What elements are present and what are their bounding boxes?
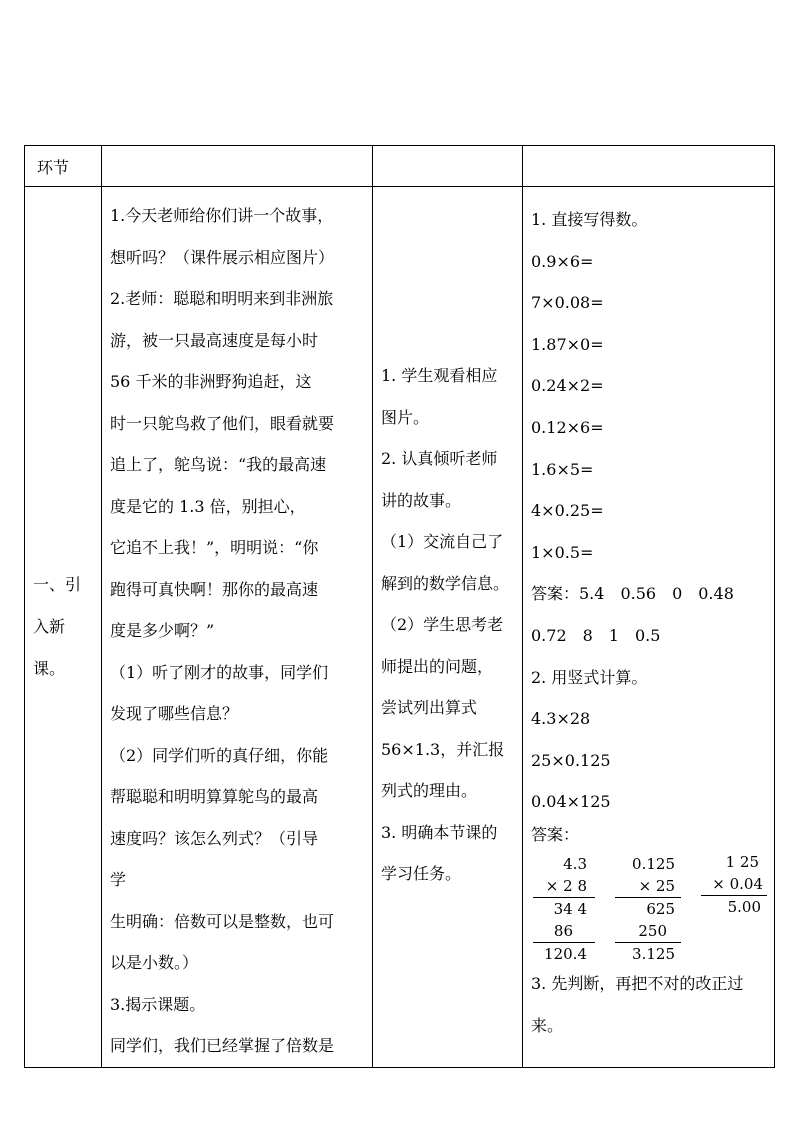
exercise-line: 0.24×2= <box>531 376 604 396</box>
header-student-cell <box>373 146 523 187</box>
calc-partial: 34 4 <box>533 897 595 920</box>
exercise-line: 1.87×0= <box>531 334 604 354</box>
calc-partial: 250 <box>638 921 667 940</box>
exercise-line: 2. 用竖式计算。 <box>531 667 648 687</box>
exercise-line: 7×0.08= <box>531 293 604 313</box>
calc-partial: 625 <box>615 897 681 920</box>
teacher-line: 跑得可真快啊！那你的最高速 <box>110 579 319 599</box>
student-line: 3. 明确本节课的 <box>381 822 498 842</box>
teacher-line: 它追不上我！”，明明说：“你 <box>110 538 319 557</box>
stage-cell <box>25 187 102 1068</box>
calc-multiplier: × 25 <box>638 876 675 895</box>
student-line: 师提出的问题， <box>381 656 494 676</box>
exercise-line: 1×0.5= <box>531 542 594 562</box>
vertical-calc-1 <box>533 853 595 965</box>
student-line: 56×1.3，并汇报 <box>381 739 505 759</box>
teacher-line: 时一只鸵鸟救了他们，眼看就要 <box>110 413 335 433</box>
student-line: 列式的理由。 <box>381 781 478 800</box>
teacher-line: 速度吗？该怎么列式？（引导 <box>110 828 319 848</box>
calc-operand: 4.3 <box>563 854 587 873</box>
table-row <box>25 187 775 1068</box>
exercise-line: 0.9×6= <box>531 251 594 271</box>
teacher-line: 56 千米的非洲野狗追赶，这 <box>110 372 312 391</box>
teacher-line: 想听吗？（课件展示相应图片） <box>110 247 335 267</box>
student-line: 学习任务。 <box>381 864 462 883</box>
teacher-line: 度是多少啊？” <box>110 621 215 640</box>
teacher-line: 生明确：倍数可以是整数，也可 <box>110 911 335 931</box>
teacher-line: 游，被一只最高速度是每小时 <box>110 330 319 350</box>
header-teacher-cell <box>102 146 373 187</box>
exercise-line: 4.3×28 <box>531 709 591 729</box>
stage-label-line: 课。 <box>33 658 66 678</box>
student-line: 1. 学生观看相应 <box>381 366 498 385</box>
teacher-line: 2.老师：聪聪和明明来到非洲旅 <box>110 289 334 308</box>
teacher-line: 3.揭示课题。 <box>110 994 206 1014</box>
student-line: （1）交流自己了 <box>381 532 504 551</box>
exercise-line: 0.04×125 <box>531 792 611 812</box>
exercise-line: 1. 直接写得数。 <box>531 210 648 229</box>
teacher-line: 同学们，我们已经掌握了倍数是 <box>110 1036 335 1055</box>
table-header-row <box>25 146 775 187</box>
calc-result: 5.00 <box>701 895 767 918</box>
calc-multiplier: × 0.04 <box>712 874 763 893</box>
teacher-line: 追上了，鸵鸟说：“我的最高速 <box>110 455 327 474</box>
exercise-line: 答案： <box>531 824 580 844</box>
student-line: 图片。 <box>381 407 430 427</box>
teacher-line: （1）听了刚才的故事，同学们 <box>110 662 329 682</box>
student-line: （2）学生思考老 <box>381 615 504 634</box>
stage-label-line: 入新 <box>33 616 66 636</box>
exercise-line: 0.12×6= <box>531 417 604 437</box>
exercise-line: 25×0.125 <box>531 750 611 770</box>
teacher-activity-cell <box>102 187 373 1068</box>
exercise-line: 1.6×5= <box>531 459 594 479</box>
student-line: 尝试列出算式 <box>381 698 478 717</box>
calc-multiplier: × 2 8 <box>545 876 587 895</box>
teacher-line: 度是它的 1.3 倍，别担心， <box>110 496 306 516</box>
header-stage-cell: 环节 <box>25 146 102 187</box>
lesson-plan-table <box>24 145 775 1068</box>
student-line: 2. 认真倾听老师 <box>381 449 498 468</box>
teacher-line: 以是小数。） <box>110 953 199 972</box>
student-line: 讲的故事。 <box>381 490 462 510</box>
calc-partial: 86 <box>553 921 573 940</box>
student-line: 解到的数学信息。 <box>381 573 510 593</box>
header-exercise-cell <box>523 146 775 187</box>
teacher-line: （2）同学们听的真仔细，你能 <box>110 745 329 765</box>
exercise-cell <box>523 187 775 1068</box>
calc-operand: 1 25 <box>725 852 759 871</box>
exercise-line: 0.72 8 1 0.5 <box>531 625 661 645</box>
vertical-calc-2 <box>615 853 681 965</box>
stage-label-line: 一、引 <box>33 574 82 594</box>
exercise-line: 3. 先判断，再把不对的改正过 <box>531 973 744 993</box>
teacher-line: 发现了哪些信息？ <box>110 704 239 723</box>
teacher-line: 学 <box>110 870 127 889</box>
exercise-line: 4×0.25= <box>531 501 604 521</box>
student-activity-cell <box>373 187 523 1068</box>
exercise-line: 答案：5.4 0.56 0 0.48 <box>531 584 734 604</box>
teacher-line: 帮聪聪和明明算算鸵鸟的最高 <box>110 787 319 806</box>
calc-result: 3.125 <box>615 942 681 965</box>
exercise-line: 来。 <box>531 1015 564 1035</box>
calc-operand: 0.125 <box>632 854 675 873</box>
teacher-line: 1.今天老师给你们讲一个故事， <box>110 206 334 225</box>
vertical-calculations <box>531 853 770 963</box>
vertical-calc-3 <box>701 851 767 918</box>
calc-result: 120.4 <box>533 942 595 965</box>
